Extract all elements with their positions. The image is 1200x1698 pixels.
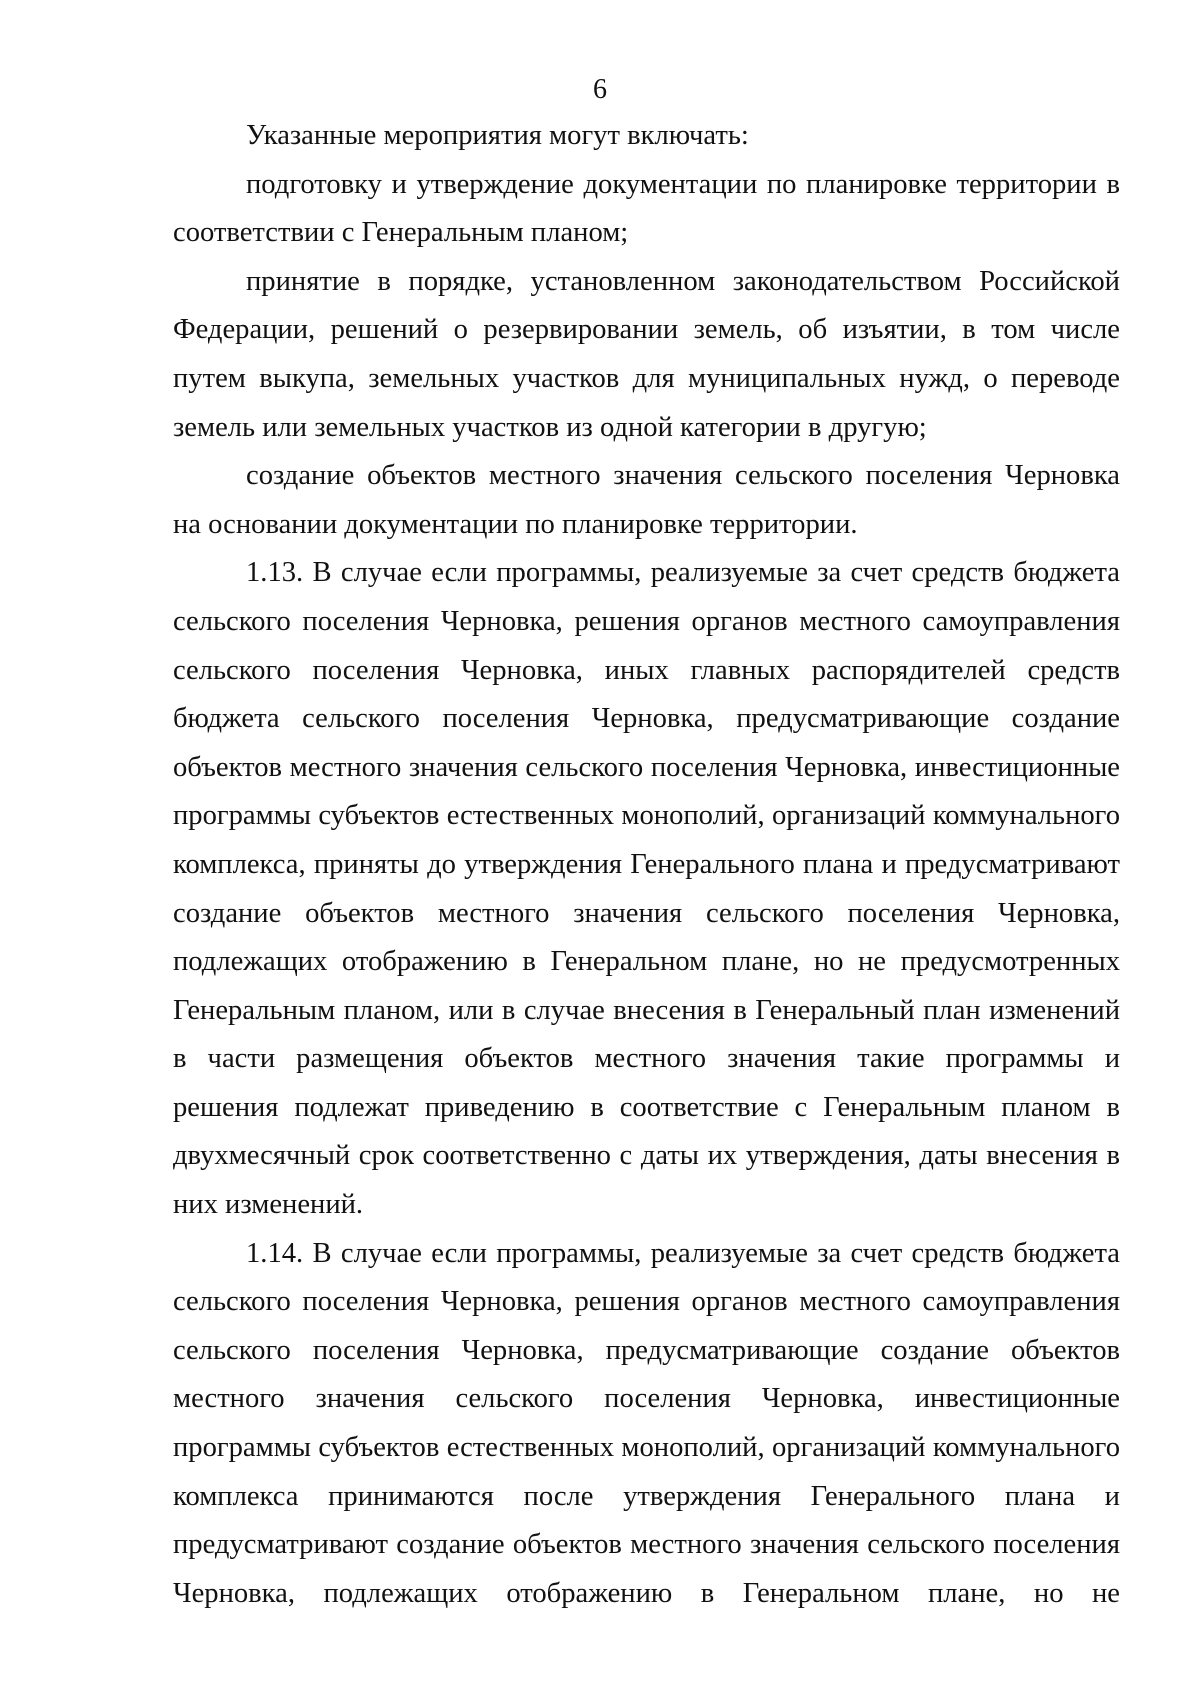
- document-body: [173, 112, 1120, 1618]
- paragraph-local-objects-creation: создание объектов местного значения сельского поселения Черновка на основании документации по планировке территории.: [173, 460, 1120, 540]
- paragraph-section-1-14: 1.14. В случае если программы, реализуемые за счет средств бюджета сельского поселения Черновка, решения органов местного самоуправления сельского поселения Черновка, предусматривающие создание объектов местного значения сельского поселения Черновка, инвестиционные программы субъектов естественных монополий, организаций коммунального комплекса принимаются после утверждения Генерального плана и предусматривают создание объектов местного значения сельского поселения Черновка, подлежащих отображению в Генеральном плане, но не: [173, 1237, 1120, 1609]
- page-number: 6: [593, 74, 607, 105]
- paragraph-land-reservation: принятие в порядке, установленном законодательством Российской Федерации, решений о резервировании земель, об изъятии, в том числе путем выкупа, земельных участков для муниципальных нужд, о переводе земель или земельных участков из одной категории в другую;: [173, 265, 1120, 443]
- paragraph-planning-documentation: подготовку и утверждение документации по планировке территории в соответствии с Генеральным планом;: [173, 168, 1120, 249]
- paragraph-section-1-13: 1.13. В случае если программы, реализуемые за счет средств бюджета сельского поселения Черновка, решения органов местного самоуправления сельского поселения Черновка, иных главных распорядителей средств бюджета сельского поселения Черновка, предусматривающие создание объектов местного значения сельского поселения Черновка, инвестиционные программы субъектов естественных монополий, организаций коммунального комплекса, приняты до утверждения Генерального плана и предусматривают создание объектов местного значения сельского поселения Черновка, подлежащих отображению в Генеральном плане, но не предусмотренных Генеральным планом, или в случае внесения в Генеральный план изменений в части размещения объектов местного значения такие программы и решения подлежат приведению в соответствие с Генеральным планом в двухмесячный срок соответственно с даты их утверждения, даты внесения в них изменений.: [173, 557, 1120, 1221]
- paragraph-intro: Указанные мероприятия могут включать:: [246, 120, 749, 151]
